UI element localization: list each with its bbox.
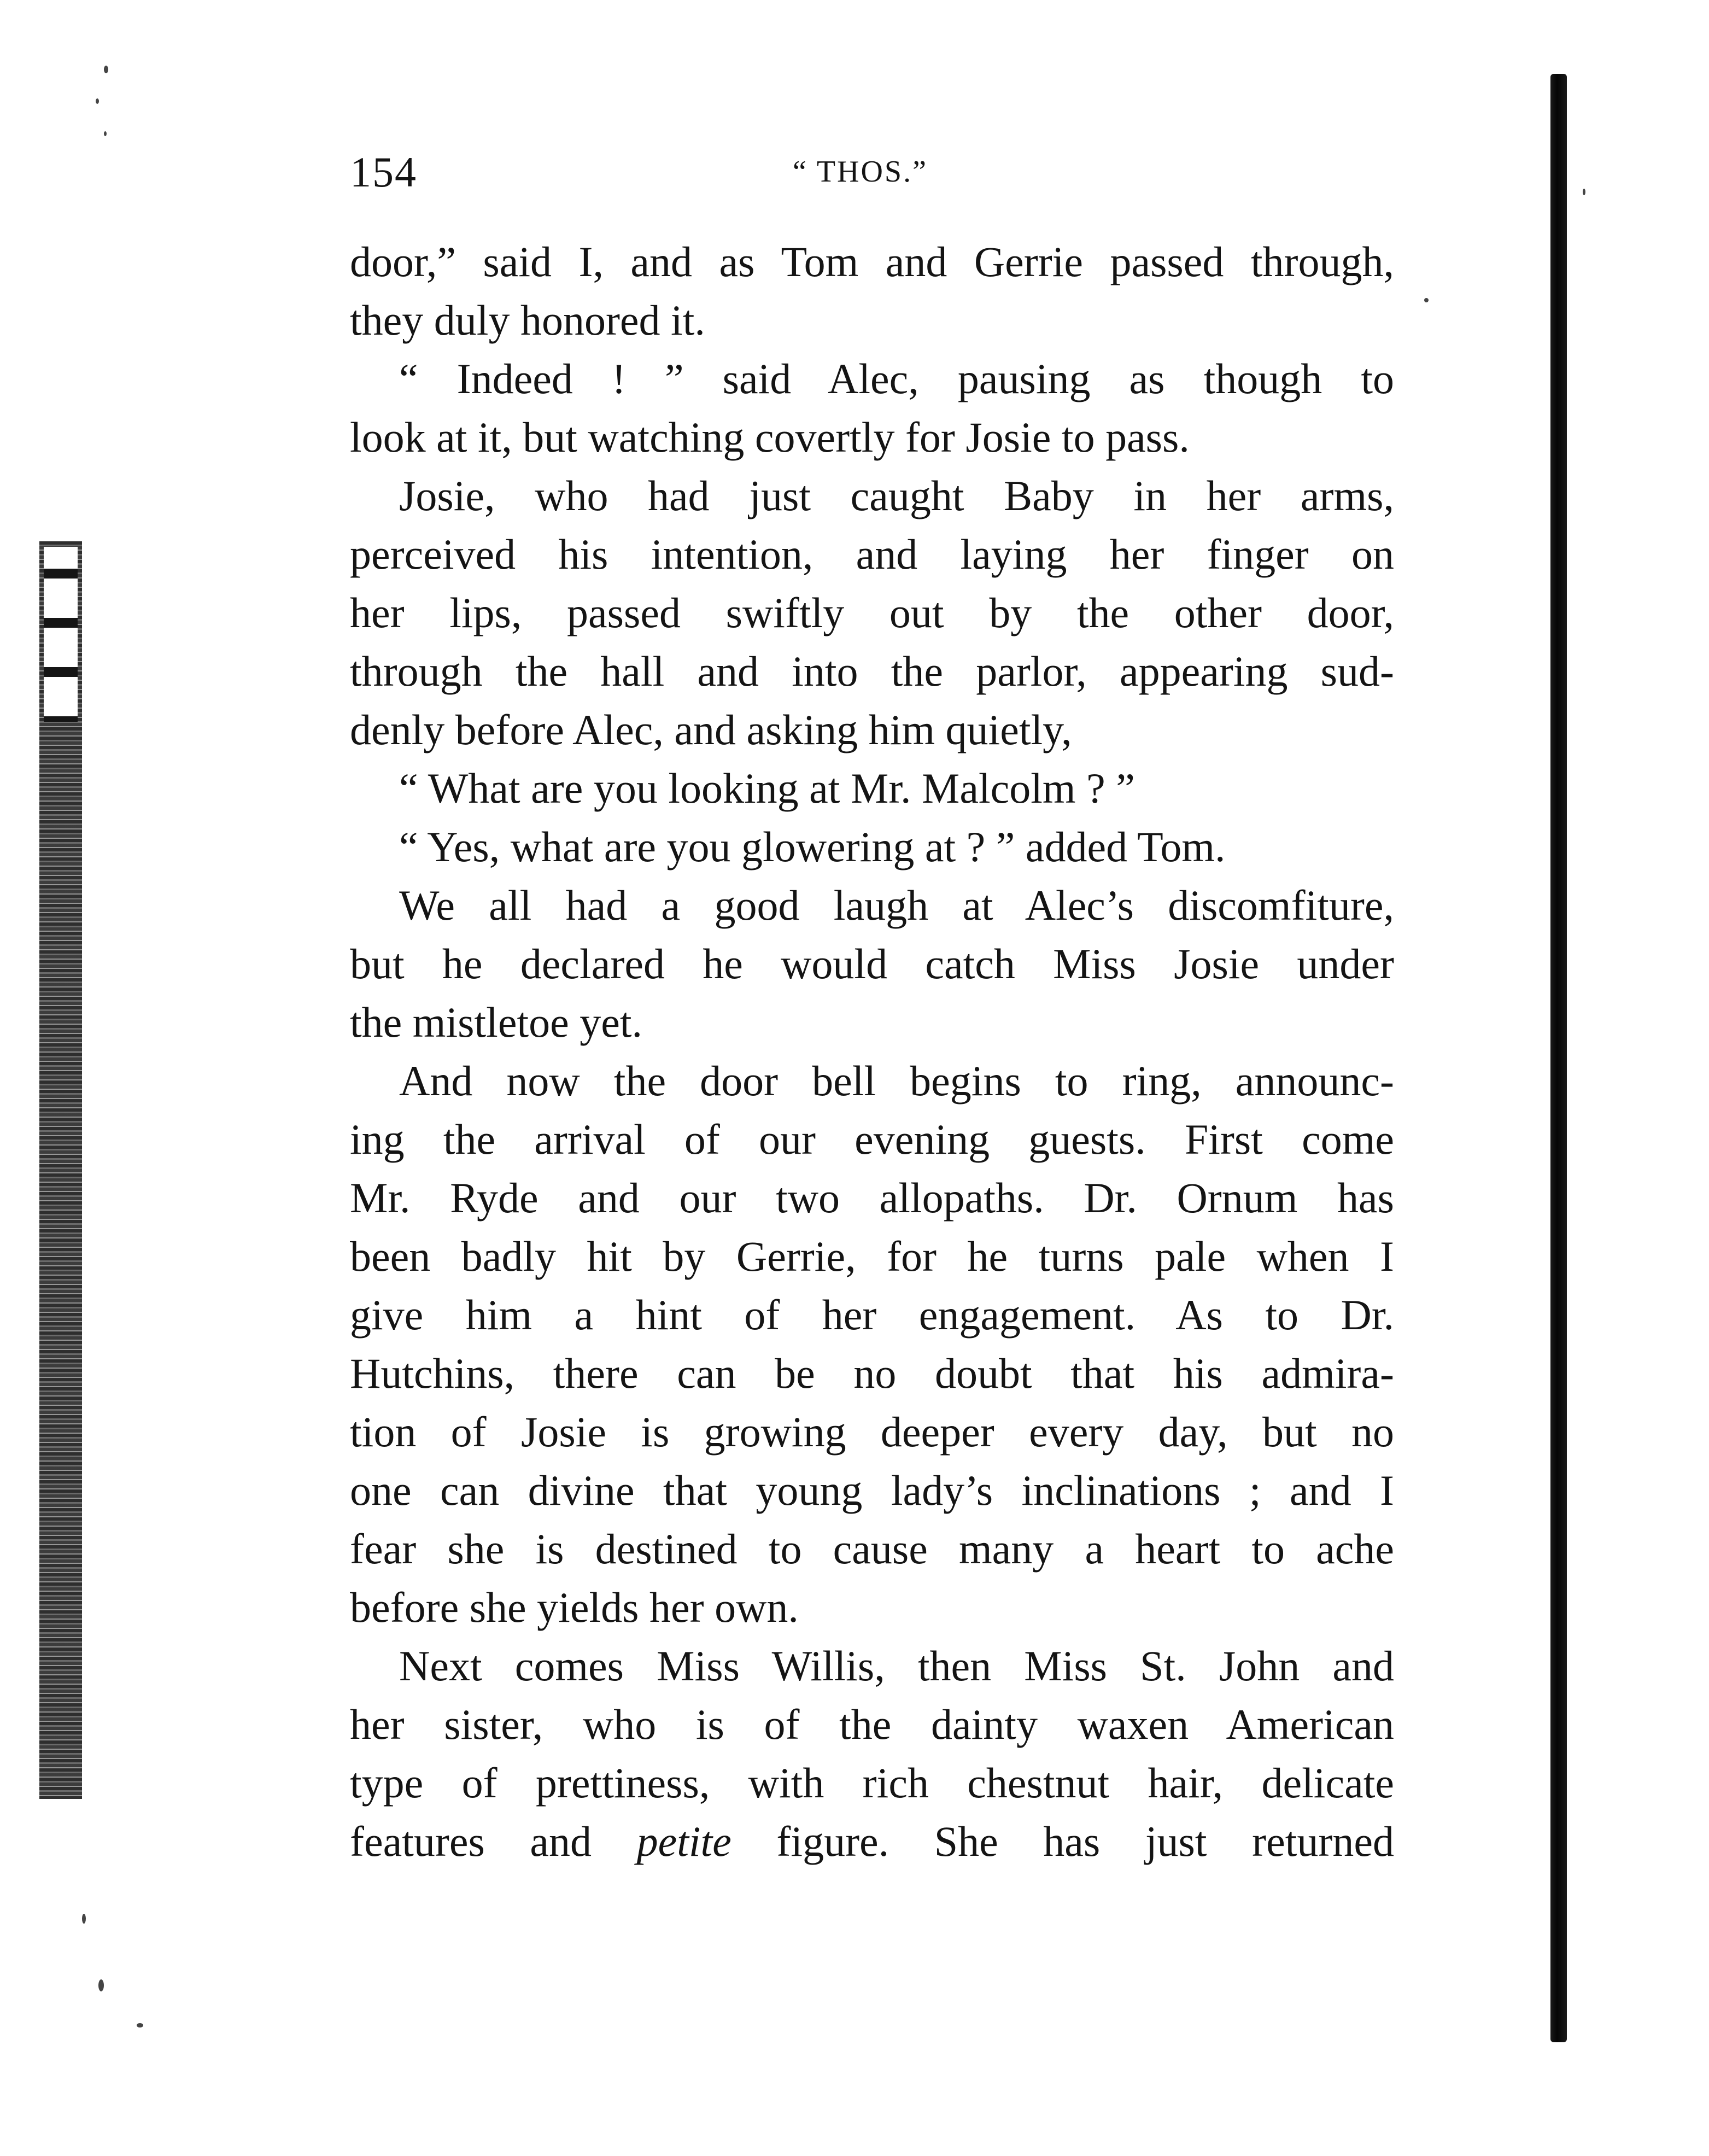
scan-speck bbox=[137, 2023, 143, 2028]
scan-speck bbox=[1583, 189, 1585, 195]
text-line: Next comes Miss Willis, then Miss St. John and bbox=[399, 1642, 1394, 1690]
text-line: tion of Josie is growing deeper every day, but no bbox=[350, 1408, 1394, 1456]
running-head: “ THOS.” bbox=[793, 155, 928, 189]
text-line-final bbox=[350, 1812, 1394, 1871]
text-line: We all had a good laugh at Alec’s discomfiture, bbox=[399, 881, 1394, 929]
text-line: look at it, but watching covertly for Josie to pass. bbox=[350, 413, 1190, 461]
scan-speck bbox=[1424, 298, 1429, 302]
binding-edge-marks bbox=[44, 547, 78, 722]
text-line: Mr. Ryde and our two allopaths. Dr. Ornum has bbox=[350, 1174, 1394, 1222]
text-line: Hutchins, there can be no doubt that his admira- bbox=[350, 1349, 1394, 1397]
text-line: before she yields her own. bbox=[350, 1584, 799, 1631]
scan-speck bbox=[104, 66, 108, 73]
text-line: “ What are you looking at Mr. Malcolm ? ” bbox=[399, 764, 1135, 812]
scan-speck bbox=[96, 98, 99, 104]
text-line: fear she is destined to cause many a heart to ache bbox=[350, 1525, 1394, 1573]
italic-word: petite bbox=[636, 1818, 731, 1865]
text-line: they duly honored it. bbox=[350, 296, 705, 344]
text-line: Josie, who had just caught Baby in her arms, bbox=[399, 472, 1394, 519]
text-line: been badly hit by Gerrie, for he turns pale when I bbox=[350, 1232, 1394, 1280]
text-line: door,” said I, and as Tom and Gerrie passed through, bbox=[350, 238, 1394, 285]
scan-speck bbox=[98, 1979, 104, 1991]
scan-speck bbox=[104, 131, 107, 136]
text-line: “ Indeed ! ” said Alec, pausing as though to bbox=[399, 355, 1394, 402]
text-line: her lips, passed swiftly out by the other door, bbox=[350, 589, 1394, 636]
scan-speck bbox=[82, 1914, 86, 1924]
final-line-end: figure. She has just returned bbox=[731, 1818, 1394, 1865]
text-line: one can divine that young lady’s inclinations ; and I bbox=[350, 1466, 1394, 1514]
page-number: 154 bbox=[350, 148, 417, 196]
page-header bbox=[350, 148, 1389, 197]
text-line: ing the arrival of our evening guests. First come bbox=[350, 1115, 1394, 1163]
text-line: her sister, who is of the dainty waxen American bbox=[350, 1701, 1394, 1748]
text-line: but he declared he would catch Miss Josie under bbox=[350, 940, 1394, 988]
page-edge-rule bbox=[1550, 74, 1567, 2042]
text-line: perceived his intention, and laying her finger on bbox=[350, 530, 1394, 578]
final-line-start: features and bbox=[350, 1818, 637, 1865]
body-text bbox=[350, 232, 1394, 1871]
text-line: And now the door bell begins to ring, announc- bbox=[399, 1057, 1394, 1105]
text-line: denly before Alec, and asking him quietly, bbox=[350, 706, 1072, 753]
text-line: give him a hint of her engagement. As to Dr. bbox=[350, 1291, 1394, 1339]
text-line: the mistletoe yet. bbox=[350, 998, 643, 1046]
binding-edge-shadow bbox=[39, 541, 82, 1799]
text-line: through the hall and into the parlor, appearing sud- bbox=[350, 647, 1394, 695]
text-line: type of prettiness, with rich chestnut hair, delicate bbox=[350, 1759, 1394, 1807]
text-line: “ Yes, what are you glowering at ? ” added Tom. bbox=[399, 823, 1226, 870]
